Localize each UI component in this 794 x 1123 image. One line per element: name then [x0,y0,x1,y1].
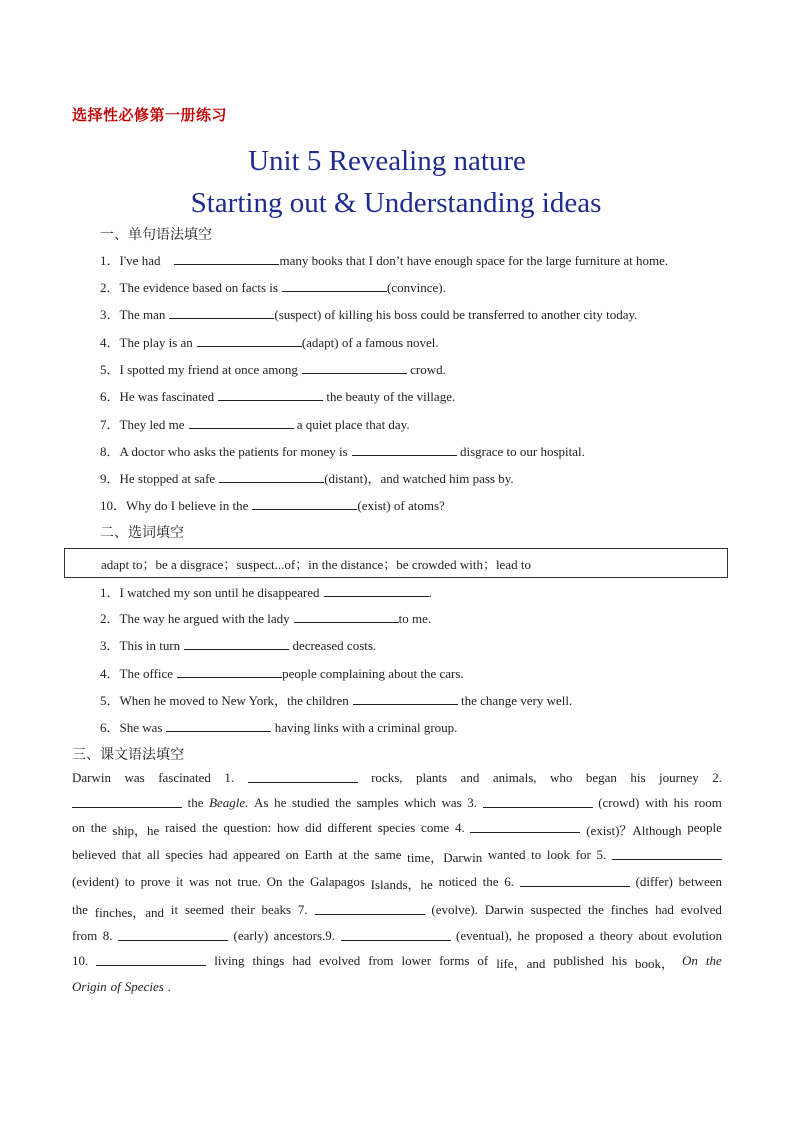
item-text-before: She was [119,720,163,735]
section1-item [100,277,446,296]
passage-word: ship，he [112,823,160,838]
answer-blank[interactable] [166,719,271,732]
passage-word: not [215,874,232,889]
passage-word: room [694,795,722,810]
passage-word: their [230,902,255,917]
passage-word: evolved [319,953,361,968]
answer-blank[interactable] [197,334,302,347]
section2-item [100,717,457,736]
passage-word: true. [237,874,261,889]
passage-word: lower [401,953,432,968]
passage-word: prove [140,874,171,889]
passage-word: began [585,770,617,785]
item-text-after: many books that I don’t have enough space for the large furniture at home. [279,253,669,268]
section2-heading: 二、选词填空 [100,525,184,541]
page-subtitle: Starting out & Understanding ideas [190,187,602,219]
item-text-after: the change very well. [457,693,573,708]
item-text-before: The office [119,666,174,681]
passage-word: species [377,820,416,835]
passage-word: and [460,770,480,785]
passage-word: . [167,979,172,994]
passage-word: (evolve). [431,902,478,917]
item-text-before: I've had [119,253,161,268]
passage-word: had [208,847,228,862]
item-number: 4． [100,335,120,350]
passage-word: beaks [261,902,292,917]
item-text-before: He was fascinated [119,389,215,404]
passage-word: On [266,874,283,889]
passage-word: come [421,820,450,835]
passage-word: (exist)？Although [586,823,682,838]
item-text-before: I watched my son until he disappeared [119,585,320,600]
answer-blank[interactable] [352,443,457,456]
passage-word: 10. [72,953,89,968]
passage-word: published [553,953,604,968]
item-text-after: a quiet place that day. [293,417,410,432]
answer-blank[interactable] [177,665,282,678]
passage-word: to [124,874,135,889]
passage-word: (crowd) [598,795,640,810]
answer-blank[interactable] [520,874,630,887]
passage-word: to [531,847,542,862]
passage-word: forms [439,953,470,968]
passage-word: had [292,953,312,968]
passage-word: Darwin [72,770,111,785]
passage-line [72,979,722,997]
answer-blank[interactable] [189,416,294,429]
passage-word: at [338,847,348,862]
passage-word: the [288,874,305,889]
answer-blank[interactable] [302,361,407,374]
passage-line [72,770,722,788]
answer-blank[interactable] [72,795,182,808]
answer-blank[interactable] [341,928,451,941]
page-title: Unit 5 Revealing nature [248,145,526,177]
item-text-after: to me. [398,611,432,626]
answer-blank[interactable] [470,820,580,833]
passage-line [72,847,722,865]
item-text-before: A doctor who asks the patients for money is [119,444,348,459]
section1-item [100,414,410,433]
item-number: 5． [100,362,120,377]
passage-word: Galapagos [310,874,365,889]
section1-item [100,386,455,405]
passage-word: journey [659,770,699,785]
passage-word: he [517,928,530,943]
passage-word: life，and [496,956,546,971]
passage-word: on [72,820,85,835]
passage-word: the [588,902,604,917]
item-number: 3． [100,307,120,322]
passage-word: things [252,953,285,968]
passage-word: it [170,902,179,917]
passage-word: time，Darwin [407,850,483,865]
passage-word: finches，and [94,905,165,920]
passage-word: proposed [535,928,583,943]
item-text-after: disgrace to our hospital. [456,444,585,459]
answer-blank[interactable] [248,770,358,783]
passage-word: the [482,874,499,889]
item-text-before: The evidence based on facts is [119,280,278,295]
passage-word: did [305,820,322,835]
item-number: 1． [100,585,120,600]
section2-item [100,663,464,682]
item-text-after: having links with a criminal group. [271,720,458,735]
answer-blank[interactable] [118,928,228,941]
passage-word: the [201,820,218,835]
passage-word: of [477,953,489,968]
item-text-after: (exist) of atoms? [357,498,445,513]
passage-word: the [90,820,107,835]
section2-item [100,582,432,601]
passage-word: for [575,847,591,862]
passage-word: Species [124,979,164,994]
passage-word: rocks, [371,770,403,785]
item-text-before: I spotted my friend at once among [119,362,298,377]
passage-word: who [549,770,573,785]
passage-word: the [705,953,722,968]
passage-word: which [404,795,436,810]
passage-word: it [176,874,184,889]
passage-line [72,902,722,920]
item-text-after: (distant)，and watched him pass by. [324,471,514,486]
answer-blank[interactable] [353,692,458,705]
word-bank-box [64,548,728,578]
passage-word: studied [291,795,330,810]
passage-word: had [655,902,674,917]
item-number: 1． [100,253,120,268]
passage-word: ancestors.9. [273,928,336,943]
passage-word: 1. [224,770,235,785]
passage-word: finches [610,902,649,917]
item-number: 3． [100,638,120,653]
section1-item [100,359,446,378]
passage-word: the [72,902,88,917]
passage-word: evolved [680,902,722,917]
passage-word: the [353,847,370,862]
passage-word: fascinated [158,770,211,785]
passage-word: on [285,847,299,862]
passage-word: 6. [504,874,515,889]
passage-word: between [678,874,722,889]
passage-line [72,795,722,813]
answer-blank[interactable] [252,497,357,510]
item-text-after: (suspect) of killing his boss could be transferred to another city today. [274,307,638,322]
passage-word: that [121,847,142,862]
item-number: 9． [100,471,120,486]
passage-word: 3. [467,795,477,810]
passage-line [72,953,722,971]
passage-word: species [165,847,204,862]
passage-word: the [187,795,204,810]
answer-blank[interactable] [169,306,274,319]
passage-word: seemed [184,902,224,917]
answer-blank[interactable] [483,795,593,808]
passage-word: 5. [596,847,607,862]
passage-word: same [374,847,402,862]
passage-word: 4. [454,820,465,835]
item-text-before: Why do I believe in the [126,498,249,513]
section1-item [100,332,439,351]
passage-word: plants [416,770,448,785]
passage-word: all [146,847,160,862]
item-text-after: people complaining about the cars. [282,666,464,681]
passage-word: (differ) [635,874,673,889]
item-number: 6． [100,389,120,404]
passage-word: theory [599,928,633,943]
passage-word: with [644,795,669,810]
passage-word: samples [356,795,399,810]
item-number: 5． [100,693,120,708]
passage-word: a [588,928,595,943]
passage-word: Origin [72,979,107,994]
passage-word: about [638,928,668,943]
passage-word: wanted [487,847,526,862]
passage-word: 8. [102,928,113,943]
passage-word: look [546,847,571,862]
passage-word: book， [635,956,675,971]
passage-word: was [189,874,210,889]
passage-line [72,820,722,838]
item-text-after: decreased costs. [289,638,377,653]
answer-blank[interactable] [324,584,429,597]
section1-item [100,441,585,460]
item-text-before: This in turn [119,638,181,653]
passage-word: (evident) [72,874,119,889]
item-number: 4． [100,666,120,681]
passage-word: he [274,795,287,810]
passage-word: noticed [438,874,477,889]
item-text-after: the beauty of the village. [323,389,456,404]
item-text-before: When he moved to New York，the children [119,693,349,708]
item-number: 7． [100,417,120,432]
word-bank-text: adapt to；be a disgrace；suspect...of；in the distance；be crowded with；lead to [101,557,531,572]
item-text-before: He stopped at safe [119,471,216,486]
passage-word: people [687,820,722,835]
passage-word: living [214,953,245,968]
passage-word: Beagle. [209,795,249,810]
passage-word: his [673,795,689,810]
item-text-before: The way he argued with the lady [119,611,290,626]
item-number: 2． [100,280,120,295]
passage-word: Earth [304,847,333,862]
item-number: 8． [100,444,120,459]
passage-word: 2. [712,770,722,785]
section1-item [100,468,514,487]
passage-word: the [335,795,351,810]
passage-word: (eventual), [456,928,512,943]
passage-word: Darwin [484,902,524,917]
answer-blank[interactable] [184,637,289,650]
item-text-after: (convince). [386,280,446,295]
passage-word: believed [72,847,117,862]
passage-word: (early) [233,928,269,943]
answer-blank[interactable] [174,252,279,265]
section1-item [100,495,445,514]
passage-word: appeared [233,847,281,862]
passage-word: was [441,795,462,810]
passage-word: of [110,979,121,994]
top-label: 选择性必修第一册练习 [72,106,228,124]
section2-item [100,690,572,709]
answer-blank[interactable] [612,847,722,860]
section1-item [100,250,668,269]
passage-word: different [327,820,372,835]
passage-word: question: [223,820,272,835]
item-text-before: The man [119,307,166,322]
item-text-after: (adapt) of a famous novel. [301,335,439,350]
item-text-before: They led me [119,417,185,432]
item-text-before: The play is an [119,335,193,350]
section2-item [100,635,376,654]
item-text-after: crowd. [406,362,446,377]
section1-item [100,304,637,323]
answer-blank[interactable] [294,610,399,623]
answer-blank[interactable] [315,902,425,915]
passage-word: was [124,770,145,785]
section1-heading: 一、单句语法填空 [100,227,212,243]
answer-blank[interactable] [96,953,206,966]
passage-word: his [611,953,628,968]
answer-blank[interactable] [219,470,324,483]
passage-line [72,928,722,946]
section3-heading: 三、课文语法填空 [72,747,184,763]
answer-blank[interactable] [218,388,323,401]
passage-word: from [368,953,394,968]
passage-word: 7. [297,902,308,917]
passage-word: On [682,953,698,968]
passage-word: animals, [492,770,537,785]
passage-word: from [72,928,98,943]
passage-line [72,874,722,892]
passage-word: his [630,770,646,785]
item-number: 10． [100,498,127,513]
passage-word: As [254,795,269,810]
passage-word: how [276,820,300,835]
section2-item [100,608,431,627]
answer-blank[interactable] [282,279,387,292]
passage-word: Islands，he [370,877,433,892]
passage-word: evolution [672,928,722,943]
passage-word: raised [165,820,197,835]
passage-word: suspected [530,902,582,917]
item-number: 2． [100,611,120,626]
item-text-after: . [428,585,432,600]
item-number: 6． [100,720,120,735]
